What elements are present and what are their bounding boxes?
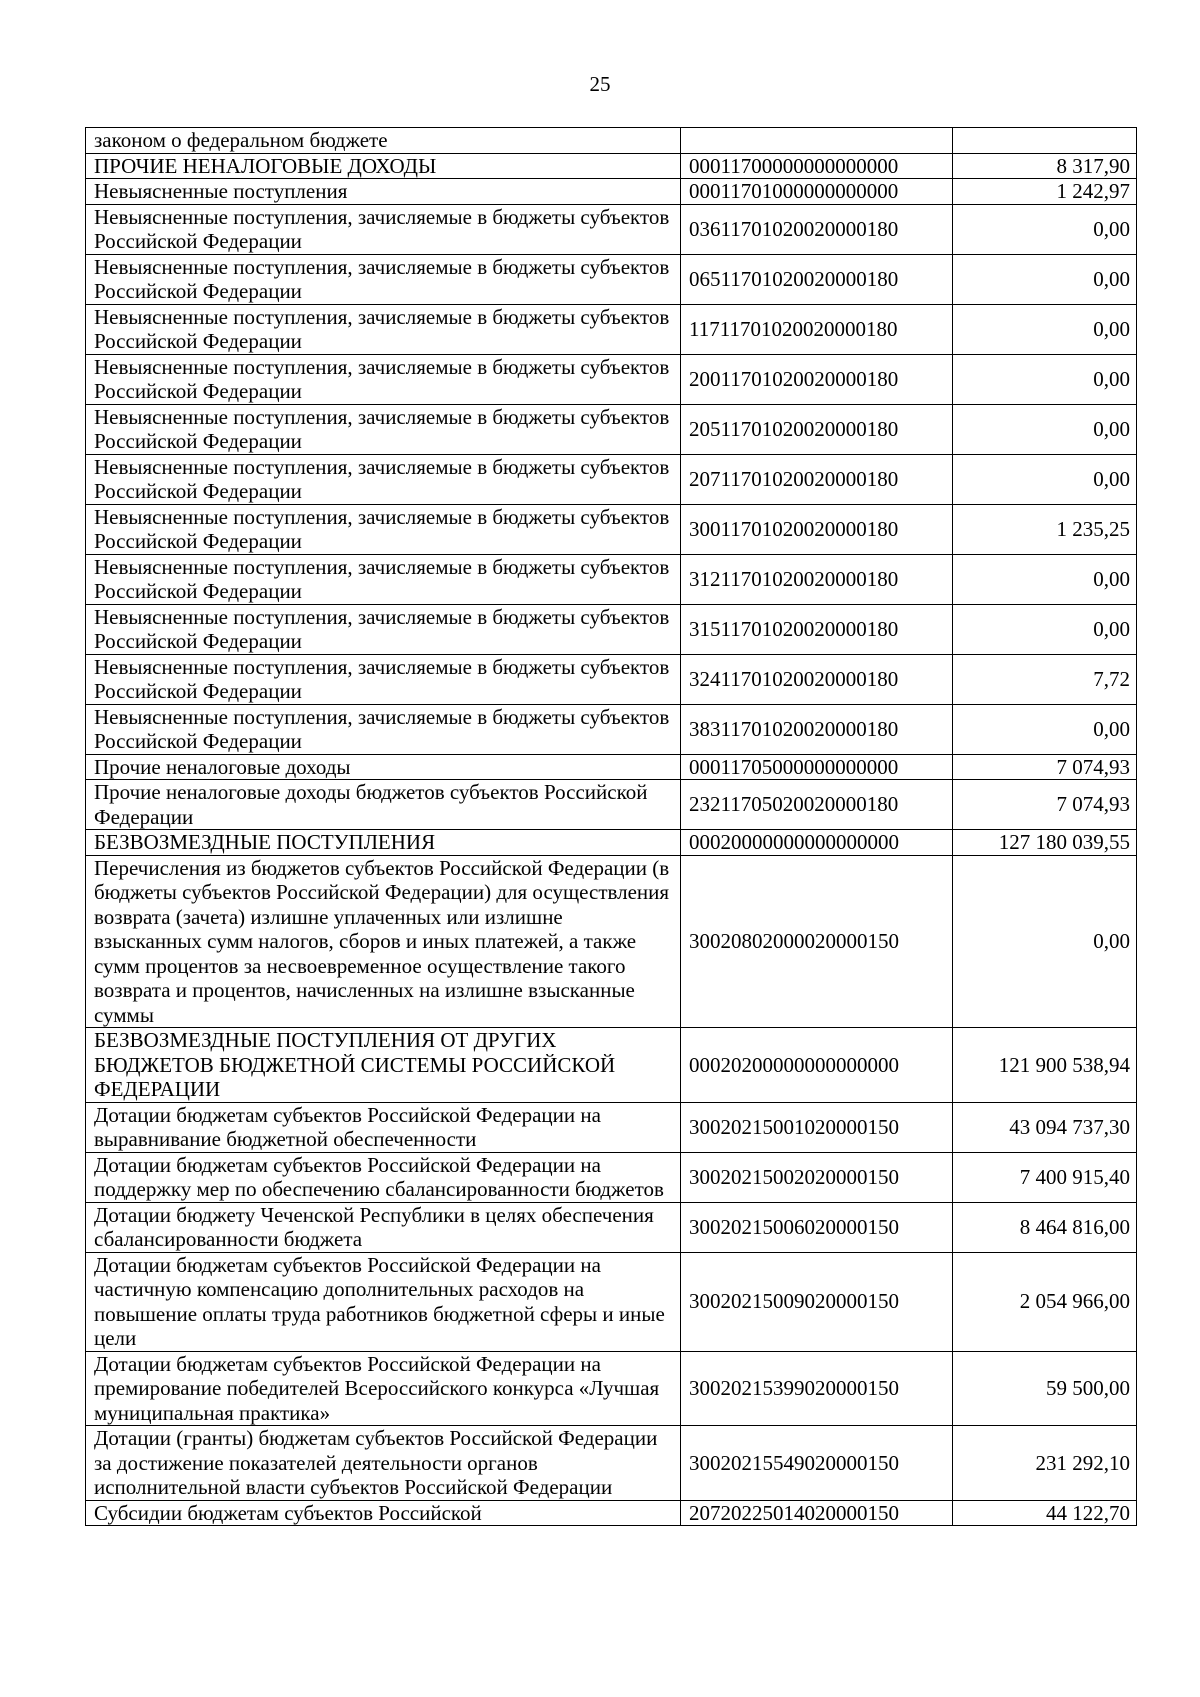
table-row xyxy=(86,1152,1137,1202)
table-row xyxy=(86,354,1137,404)
row-name-cell: Дотации бюджетам субъектов Российской Федерации на частичную компенсацию дополнительных расходов на повышение оплаты труда работников бюджетной сферы и иные цели xyxy=(86,1252,681,1351)
row-code-cell: 38311701020020000180 xyxy=(681,704,953,754)
row-code-cell: 31211701020020000180 xyxy=(681,554,953,604)
row-code-cell: 30020215399020000150 xyxy=(681,1351,953,1426)
row-sum-cell: 8 464 816,00 xyxy=(953,1202,1137,1252)
table-row xyxy=(86,830,1137,856)
row-sum-cell: 0,00 xyxy=(953,554,1137,604)
row-code-cell: 03611701020020000180 xyxy=(681,204,953,254)
table-row xyxy=(86,153,1137,179)
table-row xyxy=(86,304,1137,354)
table-row xyxy=(86,855,1137,1028)
table-row xyxy=(86,1500,1137,1526)
table-row xyxy=(86,654,1137,704)
row-sum-cell: 127 180 039,55 xyxy=(953,830,1137,856)
row-sum-cell: 7 074,93 xyxy=(953,780,1137,830)
row-code-cell: 00020200000000000000 xyxy=(681,1028,953,1103)
row-name-cell: Невыясненные поступления, зачисляемые в бюджеты субъектов Российской Федерации xyxy=(86,504,681,554)
row-code-cell: 20511701020020000180 xyxy=(681,404,953,454)
row-sum-cell: 0,00 xyxy=(953,454,1137,504)
row-code-cell: 30020802000020000150 xyxy=(681,855,953,1028)
row-name-cell: Невыясненные поступления, зачисляемые в бюджеты субъектов Российской Федерации xyxy=(86,604,681,654)
table-row xyxy=(86,1426,1137,1501)
row-name-cell: Дотации (гранты) бюджетам субъектов Российской Федерации за достижение показателей деятельности органов исполнительной власти субъектов Российской Федерации xyxy=(86,1426,681,1501)
table-row xyxy=(86,1202,1137,1252)
row-name-cell: Невыясненные поступления, зачисляемые в бюджеты субъектов Российской Федерации xyxy=(86,454,681,504)
table-row xyxy=(86,1102,1137,1152)
table-row xyxy=(86,1252,1137,1351)
table-row xyxy=(86,454,1137,504)
row-code-cell: 11711701020020000180 xyxy=(681,304,953,354)
row-name-cell: БЕЗВОЗМЕЗДНЫЕ ПОСТУПЛЕНИЯ ОТ ДРУГИХ БЮДЖЕТОВ БЮДЖЕТНОЙ СИСТЕМЫ РОССИЙСКОЙ ФЕДЕРАЦИИ xyxy=(86,1028,681,1103)
row-sum-cell: 1 235,25 xyxy=(953,504,1137,554)
row-code-cell: 32411701020020000180 xyxy=(681,654,953,704)
row-sum-cell: 44 122,70 xyxy=(953,1500,1137,1526)
table-row xyxy=(86,1028,1137,1103)
row-code-cell: 20720225014020000150 xyxy=(681,1500,953,1526)
row-code-cell: 30020215009020000150 xyxy=(681,1252,953,1351)
row-sum-cell: 0,00 xyxy=(953,354,1137,404)
row-sum-cell xyxy=(953,128,1137,154)
row-sum-cell: 7,72 xyxy=(953,654,1137,704)
page-number: 25 xyxy=(589,72,611,96)
row-code-cell: 00011705000000000000 xyxy=(681,754,953,780)
row-sum-cell: 59 500,00 xyxy=(953,1351,1137,1426)
row-sum-cell: 1 242,97 xyxy=(953,179,1137,205)
row-code-cell: 20711701020020000180 xyxy=(681,454,953,504)
row-sum-cell: 2 054 966,00 xyxy=(953,1252,1137,1351)
row-name-cell: Невыясненные поступления, зачисляемые в бюджеты субъектов Российской Федерации xyxy=(86,254,681,304)
row-code-cell: 30020215001020000150 xyxy=(681,1102,953,1152)
table-row xyxy=(86,404,1137,454)
row-sum-cell: 0,00 xyxy=(953,855,1137,1028)
row-code-cell: 30020215549020000150 xyxy=(681,1426,953,1501)
row-name-cell: Невыясненные поступления, зачисляемые в бюджеты субъектов Российской Федерации xyxy=(86,704,681,754)
table-row xyxy=(86,780,1137,830)
row-name-cell: Невыясненные поступления, зачисляемые в бюджеты субъектов Российской Федерации xyxy=(86,654,681,704)
table-row xyxy=(86,1351,1137,1426)
table-row xyxy=(86,604,1137,654)
row-code-cell: 30020215002020000150 xyxy=(681,1152,953,1202)
row-code-cell: 31511701020020000180 xyxy=(681,604,953,654)
table-row xyxy=(86,504,1137,554)
row-code-cell: 00011700000000000000 xyxy=(681,153,953,179)
row-name-cell: БЕЗВОЗМЕЗДНЫЕ ПОСТУПЛЕНИЯ xyxy=(86,830,681,856)
row-name-cell: Невыясненные поступления, зачисляемые в бюджеты субъектов Российской Федерации xyxy=(86,554,681,604)
budget-table xyxy=(85,127,1137,1526)
row-sum-cell: 43 094 737,30 xyxy=(953,1102,1137,1152)
row-name-cell: Невыясненные поступления, зачисляемые в бюджеты субъектов Российской Федерации xyxy=(86,204,681,254)
row-code-cell: 30011701020020000180 xyxy=(681,504,953,554)
table-row xyxy=(86,704,1137,754)
row-name-cell: Дотации бюджету Чеченской Республики в целях обеспечения сбалансированности бюджета xyxy=(86,1202,681,1252)
row-code-cell: 30020215006020000150 xyxy=(681,1202,953,1252)
row-sum-cell: 231 292,10 xyxy=(953,1426,1137,1501)
row-sum-cell: 0,00 xyxy=(953,304,1137,354)
row-name-cell: Дотации бюджетам субъектов Российской Федерации на поддержку мер по обеспечению сбалансированности бюджетов xyxy=(86,1152,681,1202)
row-name-cell: Невыясненные поступления, зачисляемые в бюджеты субъектов Российской Федерации xyxy=(86,354,681,404)
row-name-cell: Дотации бюджетам субъектов Российской Федерации на премирование победителей Всероссийского конкурса «Лучшая муниципальная практика» xyxy=(86,1351,681,1426)
row-code-cell: 00011701000000000000 xyxy=(681,179,953,205)
row-code-cell xyxy=(681,128,953,154)
row-sum-cell: 8 317,90 xyxy=(953,153,1137,179)
row-code-cell: 23211705020020000180 xyxy=(681,780,953,830)
row-sum-cell: 121 900 538,94 xyxy=(953,1028,1137,1103)
row-name-cell: Невыясненные поступления xyxy=(86,179,681,205)
row-name-cell: законом о федеральном бюджете xyxy=(86,128,681,154)
row-name-cell: Прочие неналоговые доходы xyxy=(86,754,681,780)
row-name-cell: Перечисления из бюджетов субъектов Российской Федерации (в бюджеты субъектов Российской Федерации) для осуществления возврата (зачета) излишне уплаченных или излишне взысканных сумм налогов, сборов и иных платежей, а также сумм процентов за несвоевременное осуществление такого возврата и процентов, начисленных на излишне взысканные суммы xyxy=(86,855,681,1028)
table-row xyxy=(86,204,1137,254)
table-row xyxy=(86,754,1137,780)
budget-table-body xyxy=(86,128,1137,1526)
row-sum-cell: 0,00 xyxy=(953,404,1137,454)
row-name-cell: Невыясненные поступления, зачисляемые в бюджеты субъектов Российской Федерации xyxy=(86,304,681,354)
table-row xyxy=(86,128,1137,154)
table-row xyxy=(86,554,1137,604)
row-name-cell: Дотации бюджетам субъектов Российской Федерации на выравнивание бюджетной обеспеченности xyxy=(86,1102,681,1152)
row-sum-cell: 0,00 xyxy=(953,704,1137,754)
row-sum-cell: 0,00 xyxy=(953,604,1137,654)
row-sum-cell: 0,00 xyxy=(953,204,1137,254)
row-name-cell: Прочие неналоговые доходы бюджетов субъектов Российской Федерации xyxy=(86,780,681,830)
row-sum-cell: 0,00 xyxy=(953,254,1137,304)
table-row xyxy=(86,179,1137,205)
row-name-cell: Субсидии бюджетам субъектов Российской xyxy=(86,1500,681,1526)
row-code-cell: 00020000000000000000 xyxy=(681,830,953,856)
row-sum-cell: 7 400 915,40 xyxy=(953,1152,1137,1202)
row-code-cell: 20011701020020000180 xyxy=(681,354,953,404)
row-name-cell: Невыясненные поступления, зачисляемые в бюджеты субъектов Российской Федерации xyxy=(86,404,681,454)
table-row xyxy=(86,254,1137,304)
row-name-cell: ПРОЧИЕ НЕНАЛОГОВЫЕ ДОХОДЫ xyxy=(86,153,681,179)
row-sum-cell: 7 074,93 xyxy=(953,754,1137,780)
row-code-cell: 06511701020020000180 xyxy=(681,254,953,304)
